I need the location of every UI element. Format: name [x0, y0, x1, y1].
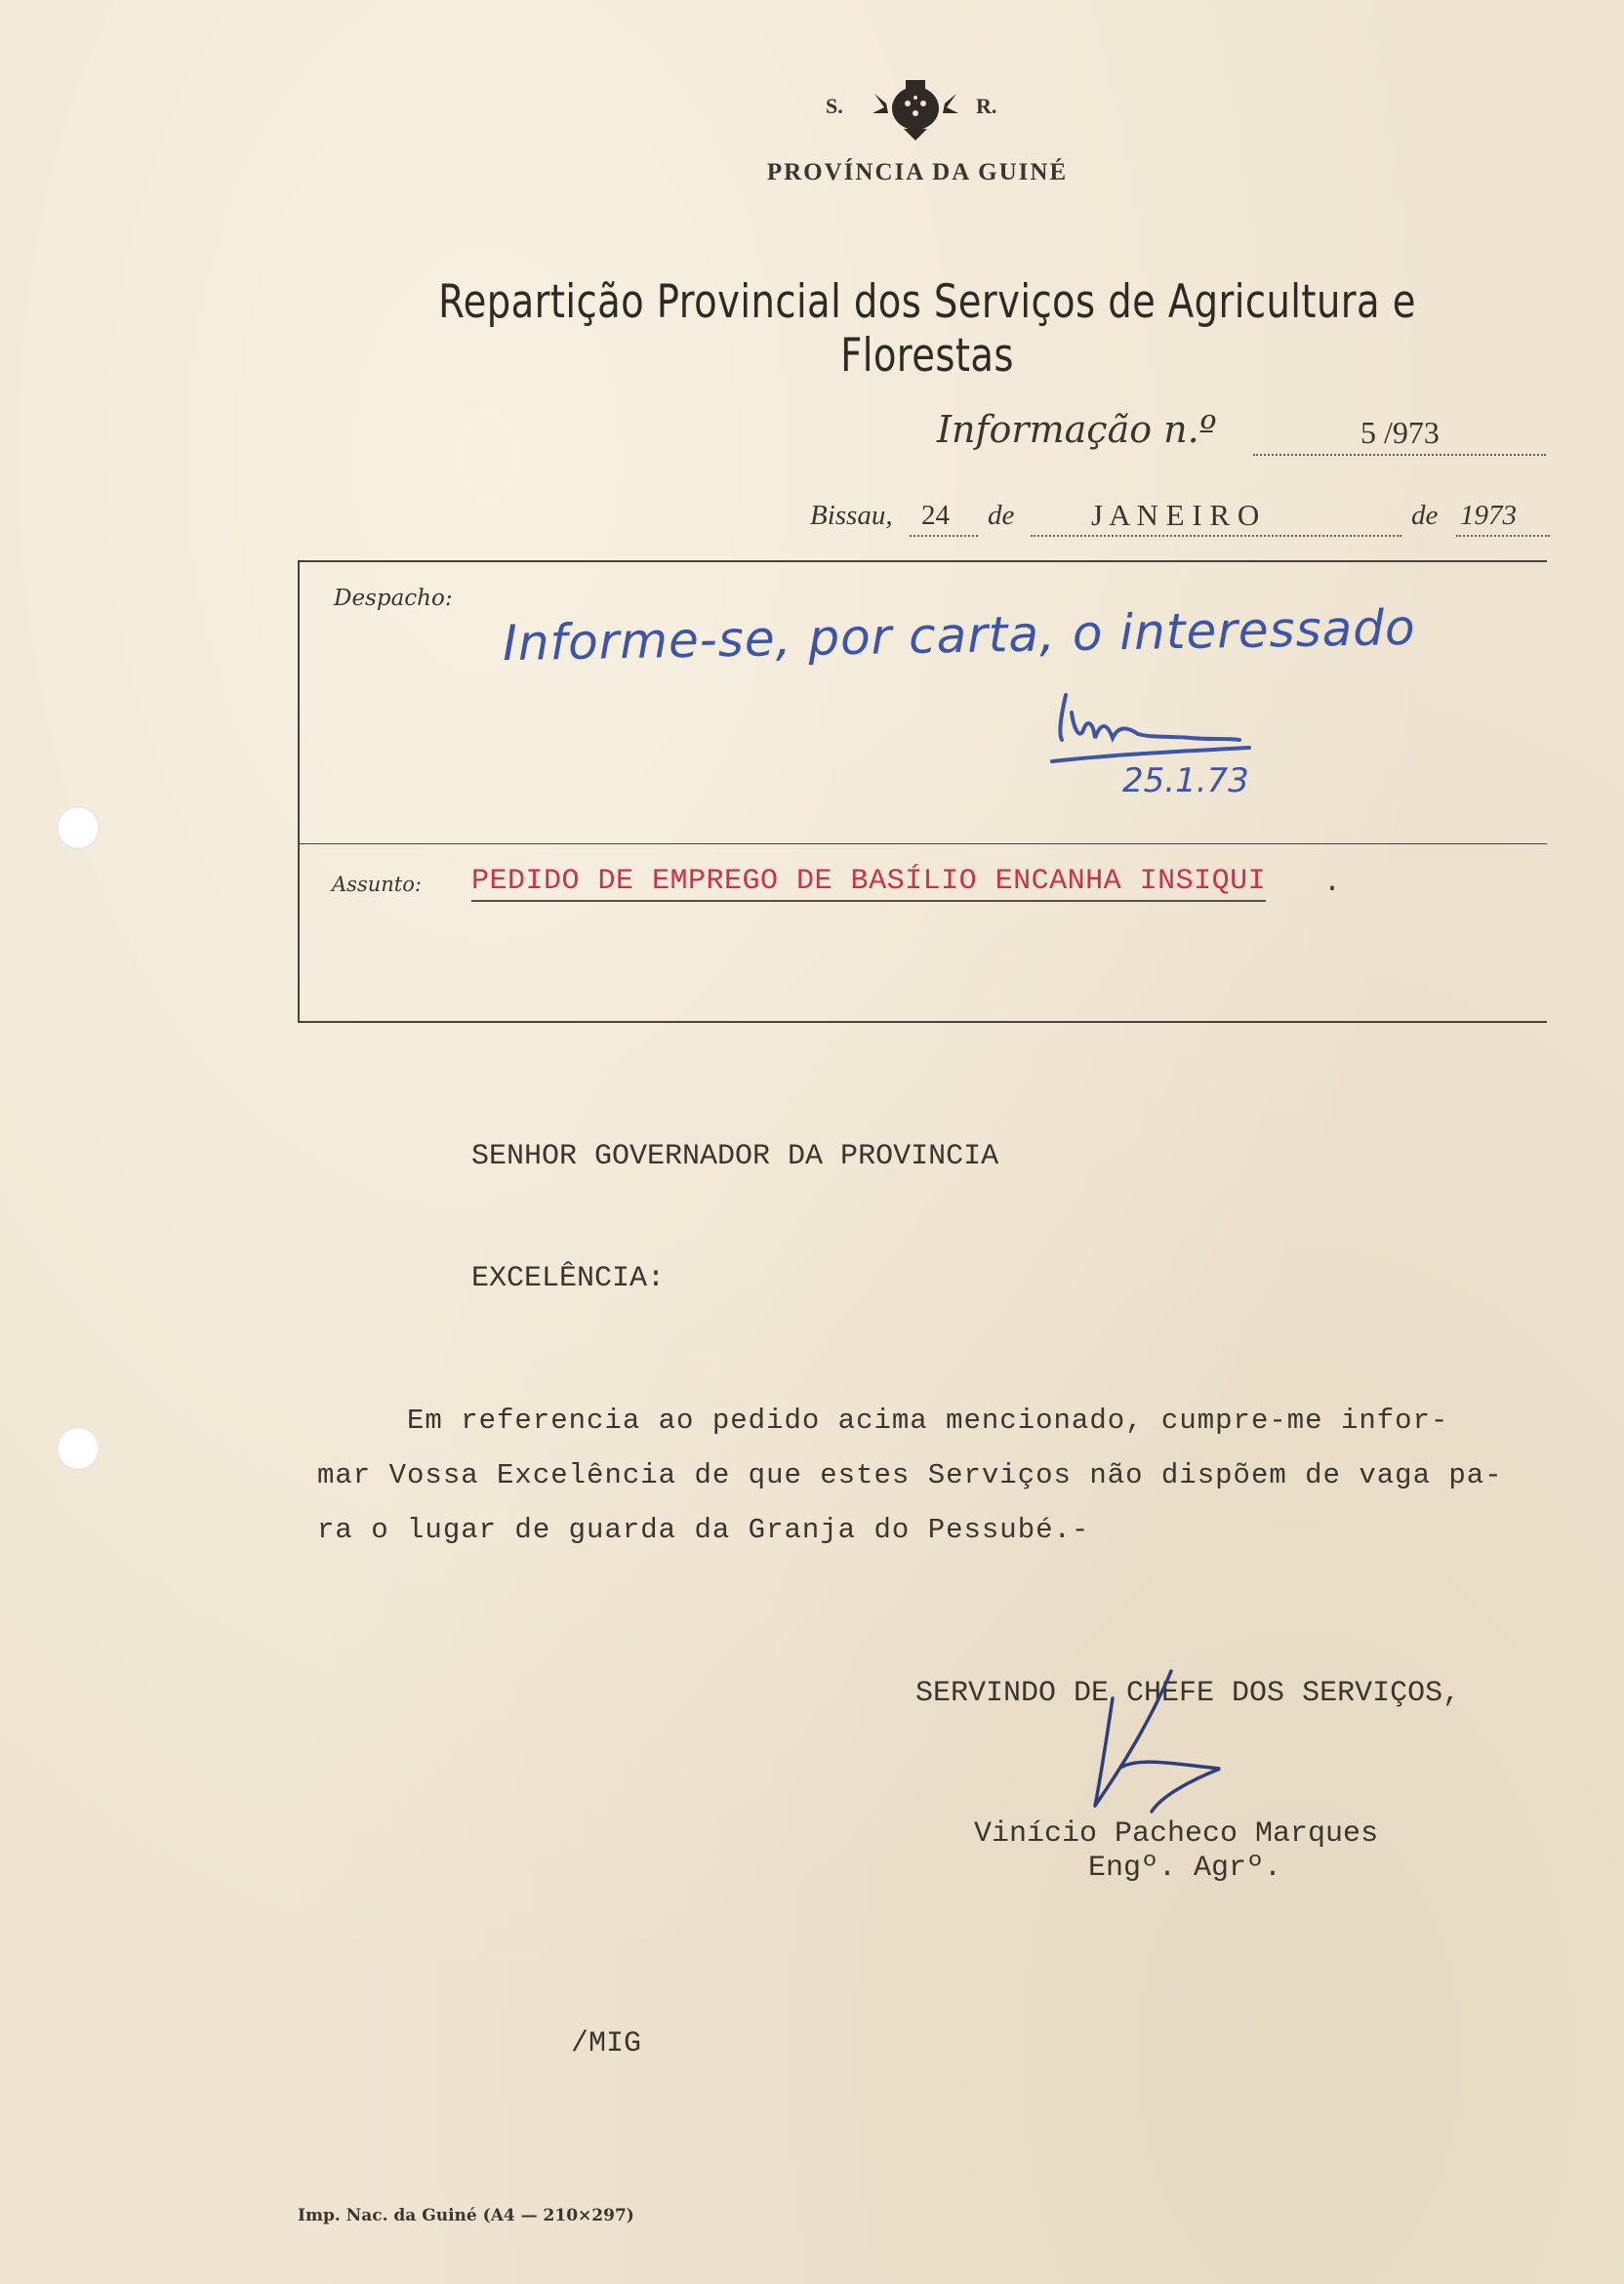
form-box-bottom-rule — [298, 1021, 1547, 1023]
closing-line: SERVINDO DE CHEFE DOS SERVIÇOS, — [915, 1677, 1461, 1710]
date-year-field — [1456, 498, 1550, 537]
body-line-1: Em referencia ao pedido acima mencionado, cumpre-me infor- — [317, 1405, 1449, 1437]
form-box-divider — [298, 843, 1547, 844]
department-heading: Repartição Provincial dos Serviços de Agricultura e Florestas — [438, 275, 1416, 383]
letter-body — [317, 1394, 1586, 1558]
salutation: SENHOR GOVERNADOR DA PROVINCIA — [471, 1140, 999, 1173]
despacho-handwritten-date: 25.1.73 — [1122, 761, 1249, 800]
coat-of-arms — [820, 74, 1035, 143]
reference-initials: /MIG — [571, 2027, 642, 2060]
greeting: EXCELÊNCIA: — [471, 1262, 666, 1295]
punch-hole-top — [57, 806, 100, 849]
despacho-handwritten-note: Informe-se, por carta, o interessado — [502, 598, 1417, 673]
form-box-left-rule — [298, 560, 300, 1023]
form-box-top-rule — [298, 560, 1547, 562]
date-year: 1973 — [1460, 500, 1517, 531]
printer-footer: Imp. Nac. da Guiné (A4 — 210×297) — [298, 2206, 634, 2225]
crest-letter-s: S. — [826, 94, 843, 118]
date-month: J A N E I R O — [1091, 498, 1260, 532]
date-day: 24 — [921, 500, 950, 531]
info-number-field — [1253, 415, 1546, 456]
assunto-label: Assunto: — [332, 873, 422, 896]
signer-title: Engº. Agrº. — [1088, 1852, 1282, 1885]
province-heading: PROVÍNCIA DA GUINÉ — [766, 159, 1069, 185]
signature-icon — [1083, 1659, 1239, 1835]
body-line-2: mar Vossa Excelência de que estes Serviços não dispõem de vaga pa- — [317, 1459, 1503, 1491]
info-number-label: Informação n.º — [937, 408, 1217, 451]
info-number-value: 5 /973 — [1360, 415, 1440, 450]
assunto-period: . — [1323, 867, 1342, 900]
assunto-text: PEDIDO DE EMPREGO DE BASÍLIO ENCANHA INSIQUI — [471, 865, 1266, 902]
date-de-2: de — [1411, 500, 1439, 531]
signer-name: Vinício Pacheco Marques — [974, 1817, 1379, 1851]
crest-icon — [867, 74, 964, 143]
crest-letter-r: R. — [976, 94, 997, 118]
body-line-3: ra o lugar de guarda da Granja do Pessubé.- — [317, 1514, 1090, 1546]
despacho-label: Despacho: — [334, 586, 453, 611]
date-line — [810, 498, 1552, 541]
date-month-field — [1031, 498, 1401, 537]
despacho-signature-icon — [1044, 683, 1259, 771]
date-city: Bissau, — [810, 500, 893, 531]
date-de-1: de — [988, 500, 1015, 531]
date-day-field — [910, 498, 978, 537]
punch-hole-bottom — [57, 1427, 100, 1470]
